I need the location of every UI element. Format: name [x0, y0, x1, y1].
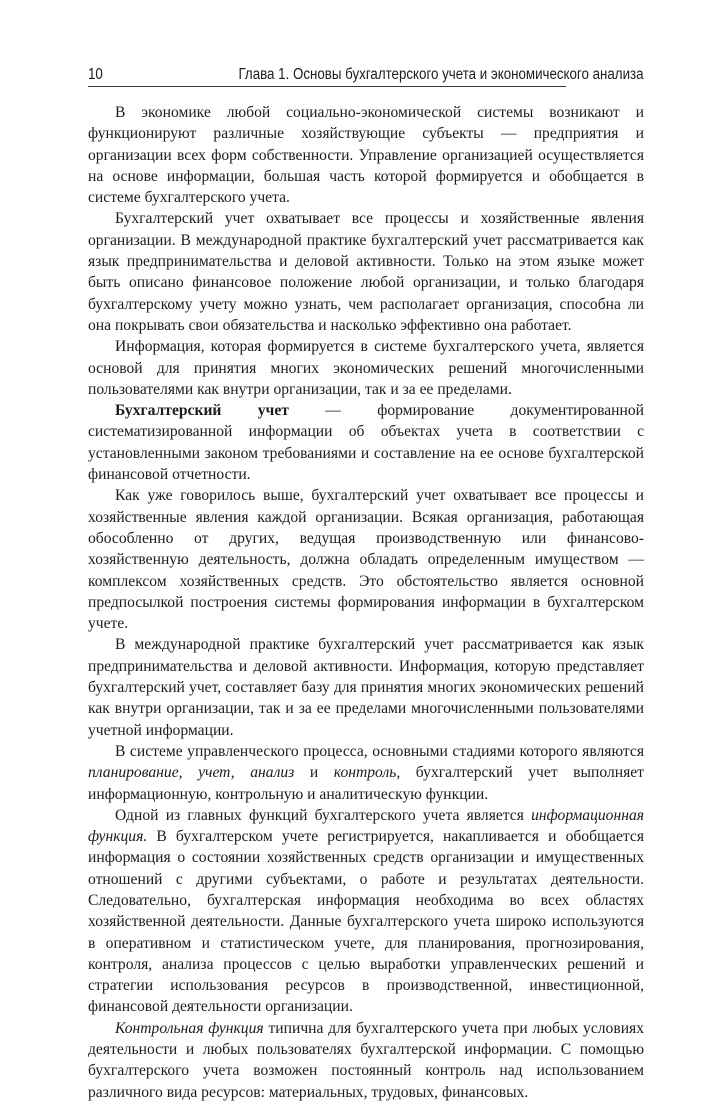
- chapter-title: Глава 1. Основы бухгалтерского учета и экономического анализа: [238, 66, 644, 83]
- running-header: [88, 64, 644, 87]
- paragraph: В международной практике бухгалтерский учет рассматривается как язык предпринимательства и деловой активности. Информация, которую представляет бухгалтерский учет, составляет базу для принятия многих экономических решений как внутри организации, так и за ее пределами многочисленными пользователями учетной информации.: [88, 636, 644, 739]
- paragraph: В экономике любой социально-экономической системы возникают и функционируют различные хозяйствующие субъекты — предприятия и организации всех форм собственности. Управление организацией осуществляется на основе информации, большая часть которой формируется и обобщается в системе бухгалтерского учета.: [88, 104, 644, 207]
- paragraph-definition: Бухгалтерский учет — формирование документированной систематизированной информации об объектах учета в соответствии с установленными законом требованиями и составление на ее основе бухгалтерской финансовой отчетности.: [88, 402, 644, 484]
- page-number: 10: [88, 66, 103, 83]
- paragraph: В системе управленческого процесса, основными стадиями которого являются планирование, учет, анализ и контроль, бухгалтерский учет выполняет информационную, контрольную и аналитическую функции.: [88, 742, 644, 803]
- paragraph: Как уже говорилось выше, бухгалтерский учет охватывает все процессы и хозяйственные явления каждой организации. Всякая организация, работающая обособленно от других, ведущая производственную или финансово-хозяйственную деятельность, должна обладать определенным имуществом — комплексом хозяйственных средств. Это обстоятельство является основной предпосылкой построения системы формирования информации в бухгалтерском учете.: [88, 487, 644, 633]
- emphasis: информационная функция.: [88, 806, 644, 846]
- paragraph: Бухгалтерский учет охватывает все процессы и хозяйственные явления организации. В международной практике бухгалтерский учет рассматривается как язык предпринимательства и деловой активности. Только на этом языке может быть описано финансовое положение любой организации, и только благодаря бухгалтерскому учету можно узнать, чем располагает организация, способна ли она покрывать свои обязательства и насколько эффективно она работает.: [88, 210, 644, 334]
- emphasis: контроль,: [333, 764, 401, 782]
- emphasis: Контрольная функция: [115, 1019, 264, 1037]
- emphasis: планирование, учет, анализ: [88, 764, 295, 782]
- paragraph: Одной из главных функций бухгалтерского учета является информационная функция. В бухгалтерском учете регистрируется, накапливается и обобщается информация о состоянии хозяйственных средств организации и имущественных отношений с другими субъектами, о работе и результатах деятельности. Следовательно, бухгалтерская информация необходима во всех областях хозяйственной деятельности. Данные бухгалтерского учета широко используются в оперативном и статистическом учете, для планирования, прогнозирования, контроля, анализа процессов с целью выработки управленческих решений и стратегии использования ресурсов в производственной, инвестиционной, финансовой деятельности организации.: [88, 806, 644, 1016]
- paragraph: Информация, которая формируется в системе бухгалтерского учета, является основой для принятия многих экономических решений многочисленными пользователями как внутри организации, так и за ее пределами.: [88, 338, 644, 398]
- defined-term: Бухгалтерский учет: [115, 402, 289, 420]
- page-body: [88, 102, 644, 1103]
- paragraph: Контрольная функция типична для бухгалтерского учета при любых условиях деятельности и любых пользователях бухгалтерской информации. С помощью бухгалтерского учета возможен постоянный контроль над использованием различного вида ресурсов: материальных, трудовых, финансовых.: [88, 1019, 645, 1101]
